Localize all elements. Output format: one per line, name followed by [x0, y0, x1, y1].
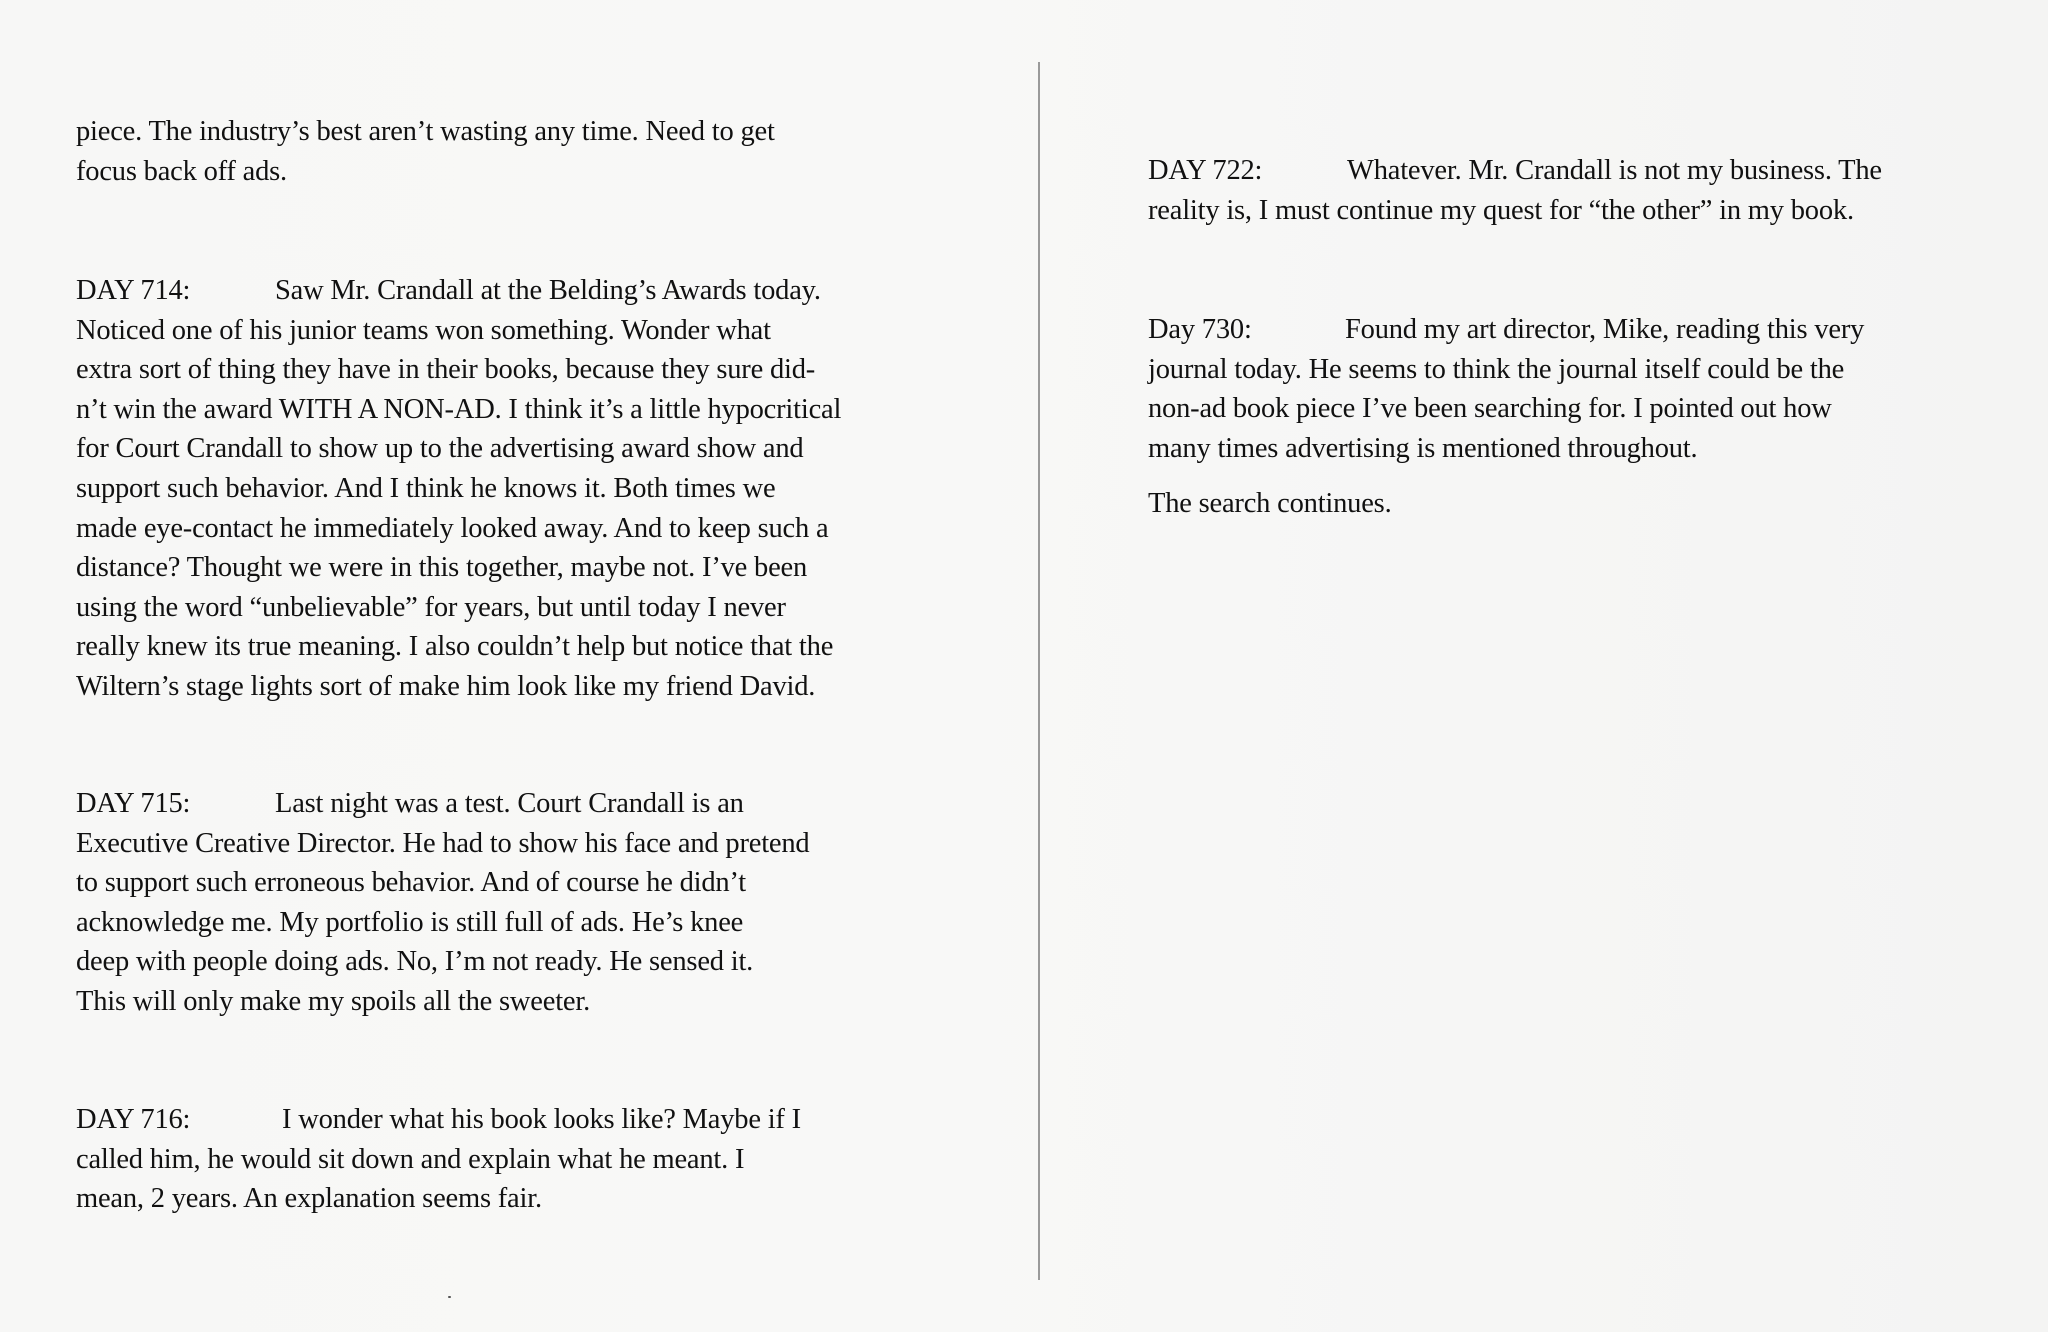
- entry-label: DAY 714:: [76, 275, 191, 306]
- journal-entry-day-715: [76, 784, 809, 1022]
- text-line: Saw Mr. Crandall at the Belding’s Awards today.: [275, 275, 821, 306]
- text-line: This will only make my spoils all the sweeter.: [76, 985, 591, 1017]
- closing-line: [1148, 484, 1392, 524]
- text-line: many times advertising is mentioned throughout.: [1148, 432, 1698, 464]
- paper-speck: [448, 1296, 451, 1298]
- text-line: Last night was a test. Court Crandall is an: [275, 788, 744, 819]
- entry-label: DAY 715:: [76, 788, 191, 819]
- text-line: Wiltern’s stage lights sort of make him look like my friend David.: [76, 670, 816, 702]
- continued-entry: [76, 112, 775, 191]
- text-line: for Court Crandall to show up to the advertising award show and: [76, 433, 804, 465]
- entry-label: DAY 722:: [1148, 155, 1263, 186]
- entry-label: Day 730:: [1148, 314, 1252, 345]
- text-line: distance? Thought we were in this together, maybe not. I’ve been: [76, 552, 808, 584]
- text-line: made eye-contact he immediately looked away. And to keep such a: [76, 512, 829, 544]
- text-line: to support such erroneous behavior. And of course he didn’t: [76, 867, 746, 899]
- journal-entry-day-716: [76, 1100, 801, 1219]
- text-line: Found my art director, Mike, reading this very: [1345, 314, 1865, 345]
- text-line: extra sort of thing they have in their books, because they sure did-: [76, 354, 816, 386]
- text-line: using the word “unbelievable” for years, but until today I never: [76, 591, 786, 623]
- journal-entry-day-714: [76, 271, 841, 707]
- text-line: mean, 2 years. An explanation seems fair.: [76, 1183, 542, 1215]
- text-line: called him, he would sit down and explain what he meant. I: [76, 1143, 745, 1175]
- text-line: acknowledge me. My portfolio is still full of ads. He’s knee: [76, 906, 744, 938]
- text-line: Executive Creative Director. He had to show his face and pretend: [76, 827, 810, 859]
- text-line: I wonder what his book looks like? Maybe if I: [282, 1104, 801, 1135]
- text-line: really knew its true meaning. I also couldn’t help but notice that the: [76, 631, 834, 663]
- text-line: support such behavior. And I think he knows it. Both times we: [76, 472, 776, 504]
- text-line: journal today. He seems to think the journal itself could be the: [1148, 353, 1845, 385]
- text-line: reality is, I must continue my quest for “the other” in my book.: [1148, 194, 1854, 226]
- text-line: n’t win the award WITH A NON-AD. I think it’s a little hypocritical: [76, 393, 842, 425]
- text-line: Whatever. Mr. Crandall is not my business. The: [1347, 155, 1882, 186]
- journal-entry-day-722: [1148, 151, 1882, 230]
- page-gutter-line: [1038, 62, 1040, 1280]
- text-line: Noticed one of his junior teams won something. Wonder what: [76, 314, 771, 346]
- text-line: focus back off ads.: [76, 155, 287, 187]
- text-line: deep with people doing ads. No, I’m not ready. He sensed it.: [76, 946, 754, 978]
- text-line: non-ad book piece I’ve been searching for. I pointed out how: [1148, 393, 1832, 425]
- text-line: piece. The industry’s best aren’t wasting any time. Need to get: [76, 116, 775, 147]
- journal-entry-day-730: [1148, 310, 1864, 468]
- entry-label: DAY 716:: [76, 1104, 191, 1135]
- text-line: The search continues.: [1148, 488, 1392, 519]
